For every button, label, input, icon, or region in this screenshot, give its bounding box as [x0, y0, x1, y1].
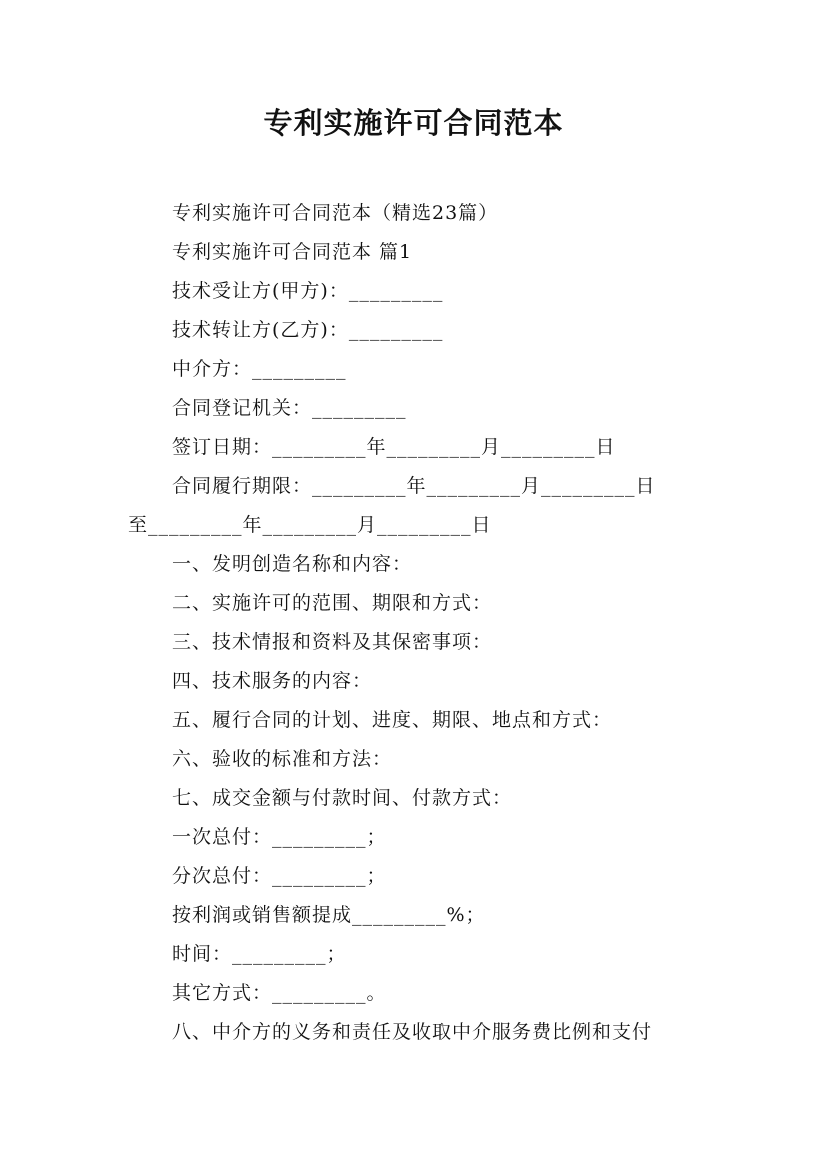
clause-2: 二、实施许可的范围、期限和方式： [172, 592, 493, 614]
clause-5: 五、履行合同的计划、进度、期限、地点和方式： [172, 709, 613, 731]
party-a-line: 技术受让方(甲方)：_________ [172, 280, 444, 302]
other-method-line: 其它方式：_________。 [172, 982, 387, 1004]
clause-8: 八、中介方的义务和责任及收取中介服务费比例和支付 [172, 1021, 653, 1043]
performance-period-line: 合同履行期限：_________年_________月_________日 [172, 475, 656, 497]
clause-3: 三、技术情报和资料及其保密事项： [172, 631, 493, 653]
performance-period-end-line: 至_________年_________月_________日 [128, 514, 492, 536]
payment-time-line: 时间：_________； [172, 943, 347, 965]
intermediary-line: 中介方：_________ [172, 358, 347, 380]
collection-heading: 专利实施许可合同范本（精选23篇） [172, 202, 499, 224]
document-title: 专利实施许可合同范本 [263, 106, 564, 140]
installment-payment-line: 分次总付：_________； [172, 865, 387, 887]
section-heading: 专利实施许可合同范本 篇1 [172, 241, 413, 263]
registration-authority-line: 合同登记机关：_________ [172, 397, 407, 419]
royalty-line: 按利润或销售额提成_________%； [172, 904, 486, 926]
clause-4: 四、技术服务的内容： [172, 670, 373, 692]
clause-6: 六、验收的标准和方法： [172, 748, 393, 770]
clause-1: 一、发明创造名称和内容： [172, 553, 413, 575]
lump-sum-payment-line: 一次总付：_________； [172, 826, 387, 848]
signing-date-line: 签订日期：_________年_________月_________日 [172, 436, 616, 458]
party-b-line: 技术转让方(乙方)：_________ [172, 319, 444, 341]
clause-7: 七、成交金额与付款时间、付款方式： [172, 787, 513, 809]
